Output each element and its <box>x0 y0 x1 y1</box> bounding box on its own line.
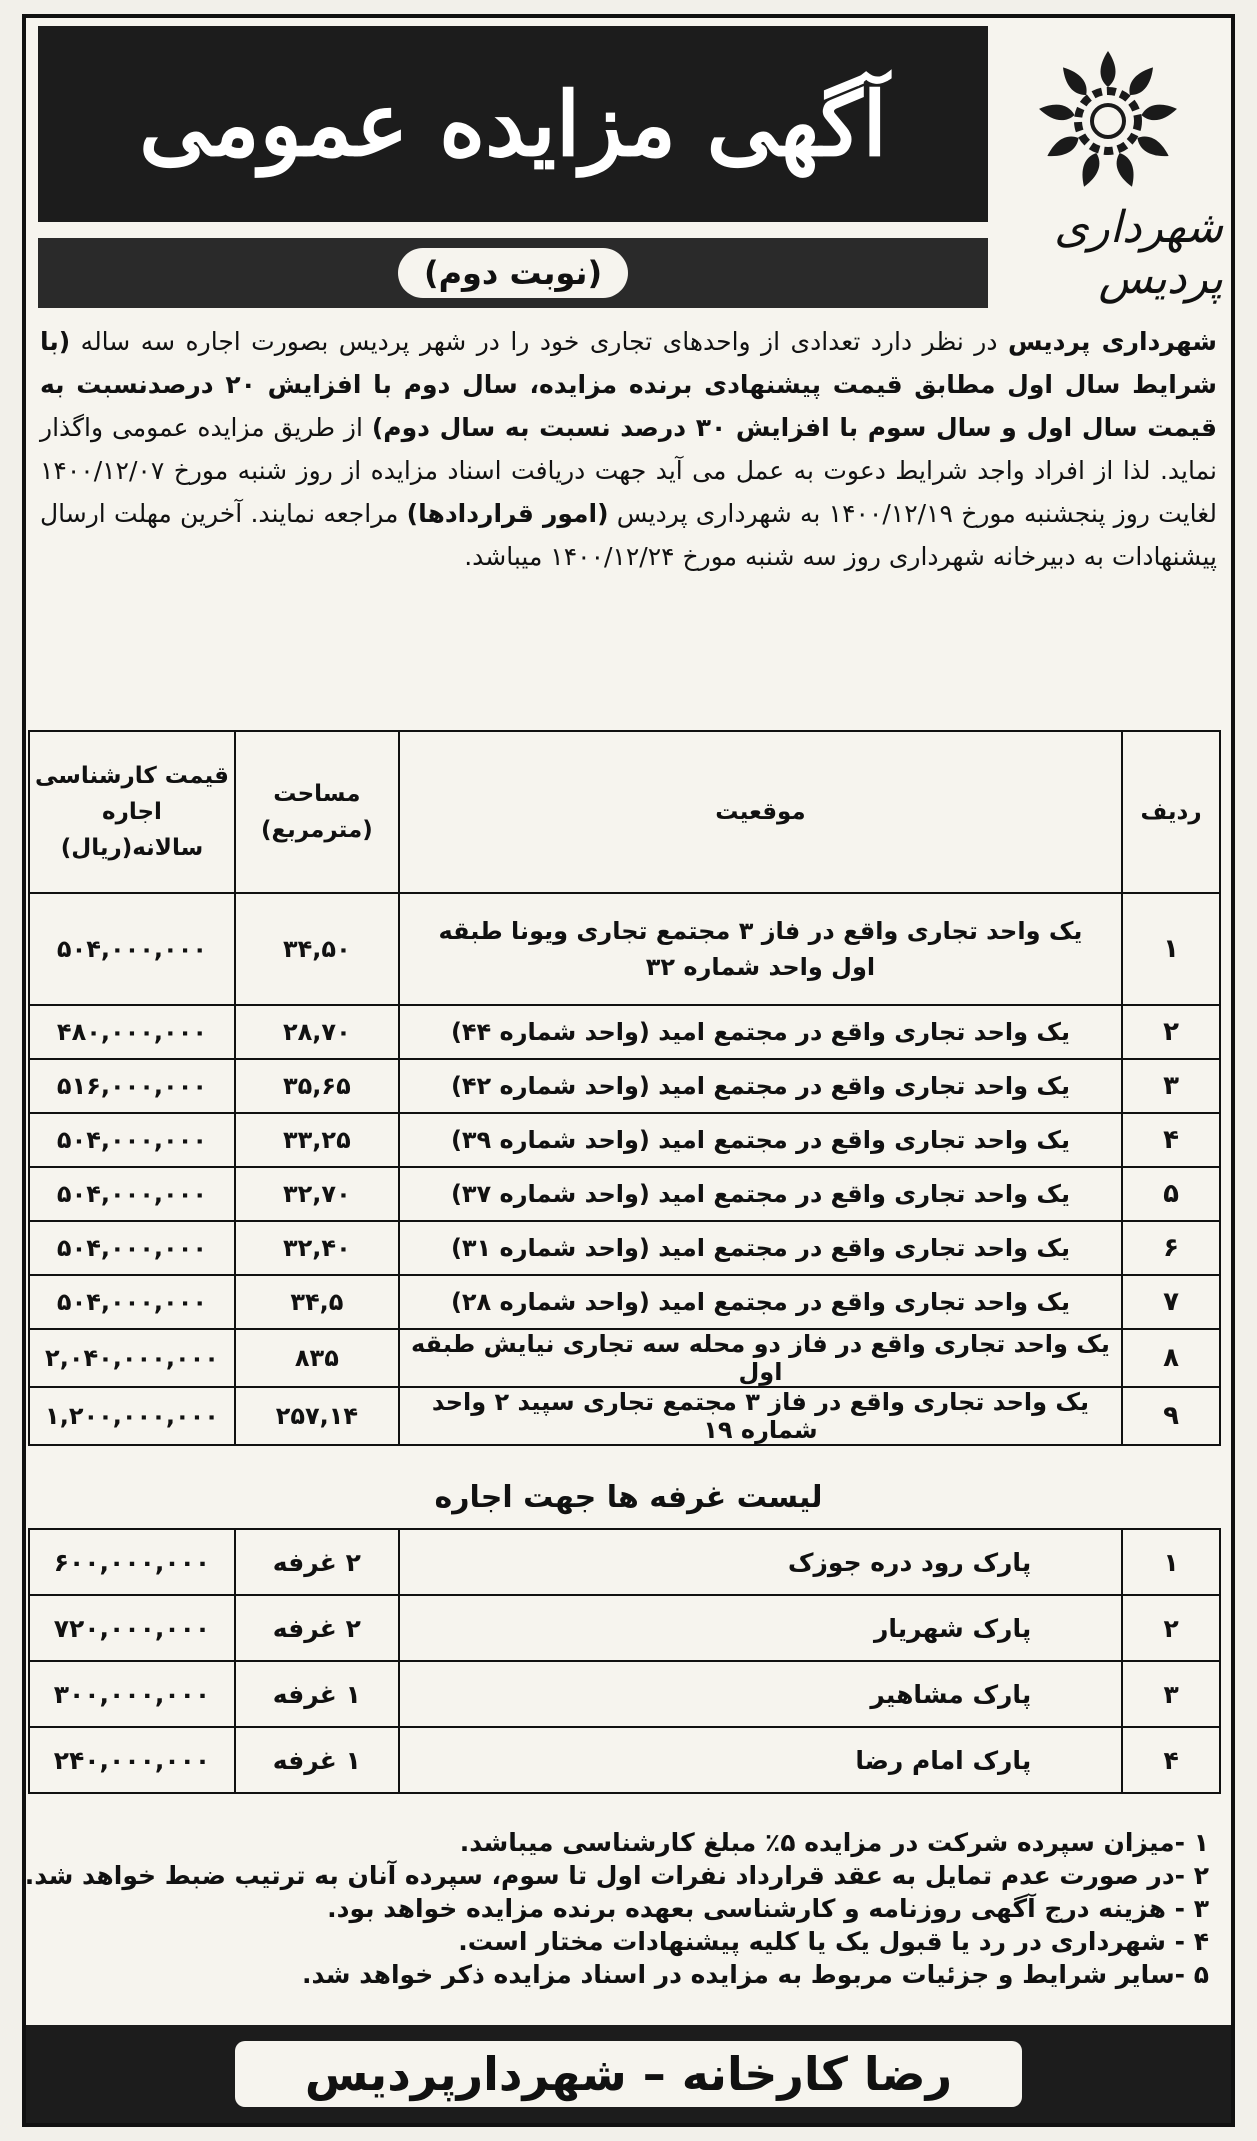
row-price: ۷۲۰,۰۰۰,۰۰۰ <box>29 1595 235 1661</box>
intro-paragraph <box>40 320 1217 578</box>
row-no: ۵ <box>1122 1167 1220 1221</box>
page-title: آگهی مزایده عمومی <box>139 72 887 176</box>
note-item: ۵ -سایر شرایط و جزئیات مربوط به مزایده در اسناد مزایده ذکر خواهد شد. <box>301 1960 1209 1989</box>
municipality-logo <box>993 26 1223 314</box>
table-row <box>29 1221 1220 1275</box>
row-area: ۲۵۷,۱۴ <box>235 1387 399 1445</box>
row-price: ۲۴۰,۰۰۰,۰۰۰ <box>29 1727 235 1793</box>
row-area: ۳۴,۵۰ <box>235 893 399 1005</box>
header-no: ردیف <box>1122 731 1220 893</box>
row-no: ۱ <box>1122 1529 1220 1595</box>
table-row <box>29 893 1220 1005</box>
row-price: ۴۸۰,۰۰۰,۰۰۰ <box>29 1005 235 1059</box>
header-price: قیمت کارشناسی اجاره سالانه(ریال) <box>29 731 235 893</box>
table-row <box>29 1167 1220 1221</box>
row-location: یک واحد تجاری واقع در مجتمع امید (واحد شماره ۴۴) <box>399 1005 1122 1059</box>
row-area: ۳۵,۶۵ <box>235 1059 399 1113</box>
notes-list <box>24 1826 1209 1991</box>
row-location: یک واحد تجاری واقع در فاز ۳ مجتمع تجاری سپید ۲ واحد شماره ۱۹ <box>399 1387 1122 1445</box>
row-price: ۲,۰۴۰,۰۰۰,۰۰۰ <box>29 1329 235 1387</box>
table-row <box>29 1275 1220 1329</box>
intro-text-1: در نظر دارد تعدادی از واحدهای تجاری خود را در شهر پردیس بصورت اجاره سه ساله <box>70 327 1008 356</box>
table-row <box>29 1005 1220 1059</box>
row-no: ۱ <box>1122 893 1220 1005</box>
row-no: ۲ <box>1122 1005 1220 1059</box>
booths-title: لیست غرفه ها جهت اجاره <box>434 1480 823 1515</box>
logo-text: شهرداری پردیس <box>1054 202 1223 304</box>
row-price: ۵۰۴,۰۰۰,۰۰۰ <box>29 1113 235 1167</box>
row-area: ۳۲,۴۰ <box>235 1221 399 1275</box>
row-area: ۳۲,۷۰ <box>235 1167 399 1221</box>
row-location: یک واحد تجاری واقع در مجتمع امید (واحد شماره ۳۹) <box>399 1113 1122 1167</box>
header-area: مساحت (مترمربع) <box>235 731 399 893</box>
announcement-page <box>22 14 1235 2127</box>
table-row <box>29 1595 1220 1661</box>
row-area: ۲۸,۷۰ <box>235 1005 399 1059</box>
table-row <box>29 1387 1220 1445</box>
intro-text-3: مراجعه نمایند. آخرین مهلت ارسال پیشنهادات به دبیرخانه شهرداری روز سه شنبه مورخ ۱۴۰۰/۱۲/۲۴ میباشد. <box>40 499 1217 571</box>
note-item: ۳ - هزینه درج آگهی روزنامه و کارشناسی بعهده برنده مزایده خواهد بود. <box>327 1894 1209 1923</box>
table-row <box>29 1113 1220 1167</box>
row-location: پارک امام رضا <box>399 1727 1123 1793</box>
row-price: ۱,۲۰۰,۰۰۰,۰۰۰ <box>29 1387 235 1445</box>
table-row <box>29 1059 1220 1113</box>
table-row <box>29 1661 1220 1727</box>
row-location: یک واحد تجاری واقع در فاز ۳ مجتمع تجاری ویونا طبقه اول واحد شماره ۳۲ <box>399 893 1122 1005</box>
header <box>38 26 1223 314</box>
row-price: ۵۰۴,۰۰۰,۰۰۰ <box>29 1221 235 1275</box>
row-location: یک واحد تجاری واقع در مجتمع امید (واحد شماره ۳۷) <box>399 1167 1122 1221</box>
row-price: ۵۰۴,۰۰۰,۰۰۰ <box>29 1275 235 1329</box>
row-no: ۴ <box>1122 1113 1220 1167</box>
note-item: ۲ -در صورت عدم تمایل به عقد قرارداد نفرات اول تا سوم، سپرده آنان به ترتیب ضبط خواهد شد. <box>24 1861 1209 1890</box>
round-label: (نوبت دوم) <box>398 248 628 298</box>
row-no: ۶ <box>1122 1221 1220 1275</box>
row-no: ۴ <box>1122 1727 1220 1793</box>
row-price: ۵۰۴,۰۰۰,۰۰۰ <box>29 1167 235 1221</box>
footer-signature: رضا کارخانه – شهردارپردیس <box>235 2041 1022 2107</box>
row-location: یک واحد تجاری واقع در فاز دو محله سه تجاری نیایش طبقه اول <box>399 1329 1122 1387</box>
row-location: یک واحد تجاری واقع در مجتمع امید (واحد شماره ۳۱) <box>399 1221 1122 1275</box>
row-location: یک واحد تجاری واقع در مجتمع امید (واحد شماره ۲۸) <box>399 1275 1122 1329</box>
row-count: ۲ غرفه <box>235 1595 399 1661</box>
row-location: یک واحد تجاری واقع در مجتمع امید (واحد شماره ۴۲) <box>399 1059 1122 1113</box>
footer-banner <box>26 2025 1231 2123</box>
row-location: پارک مشاهیر <box>399 1661 1123 1727</box>
row-area: ۳۴,۵ <box>235 1275 399 1329</box>
table-header-row <box>29 731 1220 893</box>
units-table <box>28 730 1221 1446</box>
intro-department: (امور قراردادها) <box>406 499 609 528</box>
row-location: پارک شهریار <box>399 1595 1123 1661</box>
row-no: ۲ <box>1122 1595 1220 1661</box>
row-no: ۹ <box>1122 1387 1220 1445</box>
header-location: موقعیت <box>399 731 1122 893</box>
row-no: ۷ <box>1122 1275 1220 1329</box>
row-price: ۶۰۰,۰۰۰,۰۰۰ <box>29 1529 235 1595</box>
row-no: ۸ <box>1122 1329 1220 1387</box>
table-row <box>29 1529 1220 1595</box>
round-banner <box>38 238 988 308</box>
row-price: ۵۱۶,۰۰۰,۰۰۰ <box>29 1059 235 1113</box>
flower-emblem-icon <box>1023 46 1193 196</box>
note-item: ۱ -میزان سپرده شرکت در مزایده ۵٪ مبلغ کارشناسی میباشد. <box>459 1828 1209 1857</box>
row-count: ۱ غرفه <box>235 1727 399 1793</box>
row-area: ۸۳۵ <box>235 1329 399 1387</box>
table-row <box>29 1329 1220 1387</box>
intro-text-2: از طریق مزایده عمومی واگذار نماید. لذا از افراد واجد شرایط دعوت به عمل می آید جهت دریافت اسناد مزایده از روز شنبه مورخ ۱۴۰۰/۱۲/۰۷ لغایت روز پنجشنبه مورخ ۱۴۰۰/۱۲/۱۹ به شهرداری پردیس <box>40 413 1217 528</box>
table-row <box>29 1727 1220 1793</box>
note-item: ۴ - شهرداری در رد یا قبول یک یا کلیه پیشنهادات مختار است. <box>458 1927 1209 1956</box>
intro-terms: (با شرایط سال اول مطابق قیمت پیشنهادی برنده مزایده، سال دوم با افزایش ۲۰ درصدنسبت به قیمت سال اول و سال سوم با افزایش ۳۰ درصد نسبت به سال دوم) <box>40 327 1218 442</box>
row-no: ۳ <box>1122 1059 1220 1113</box>
booths-table <box>28 1528 1221 1794</box>
title-banner <box>38 26 988 222</box>
row-area: ۳۳,۲۵ <box>235 1113 399 1167</box>
row-location: پارک رود دره جوزک <box>399 1529 1123 1595</box>
intro-org-name: شهرداری پردیس <box>1007 327 1217 356</box>
row-price: ۵۰۴,۰۰۰,۰۰۰ <box>29 893 235 1005</box>
row-count: ۱ غرفه <box>235 1661 399 1727</box>
row-count: ۲ غرفه <box>235 1529 399 1595</box>
row-no: ۳ <box>1122 1661 1220 1727</box>
row-price: ۳۰۰,۰۰۰,۰۰۰ <box>29 1661 235 1727</box>
